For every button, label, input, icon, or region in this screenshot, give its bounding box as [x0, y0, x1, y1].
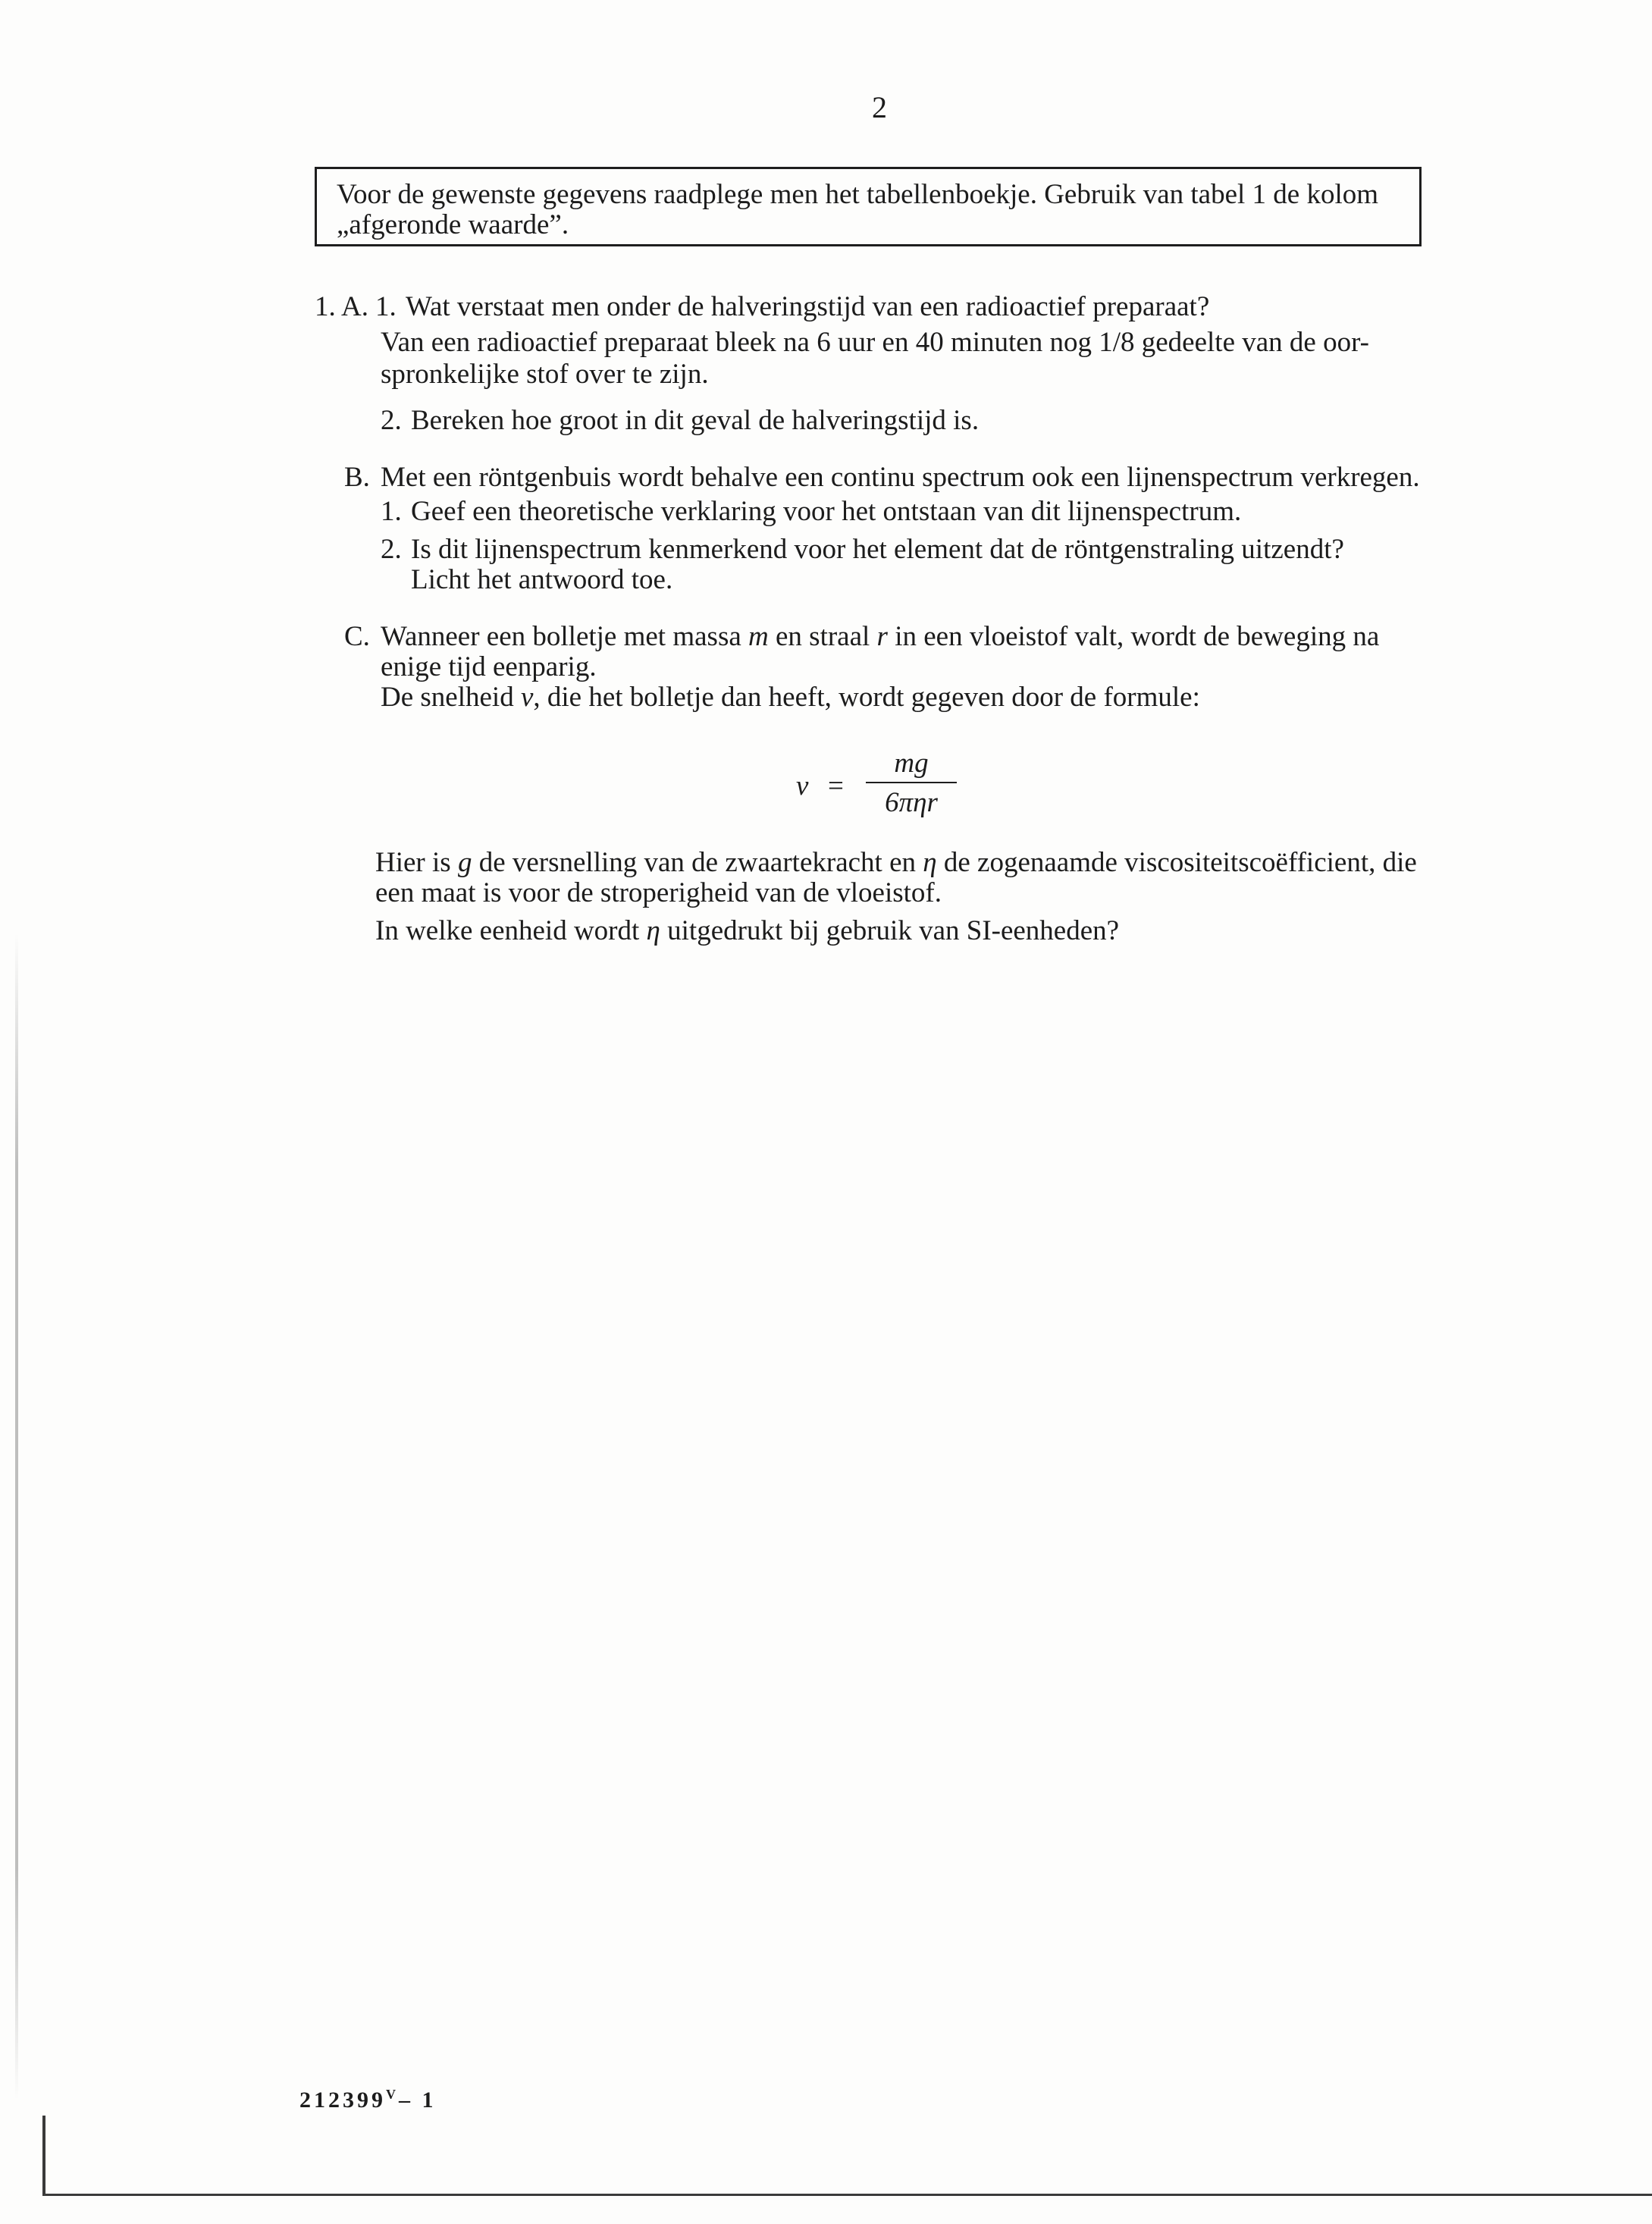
- scan-edge-bottom: [45, 2194, 1652, 2196]
- variable-eta: η: [923, 847, 937, 878]
- question-1a2-text: Bereken hoe groot in dit geval de halveringstijd is.: [411, 405, 980, 436]
- context-line: spronkelijke stof over te zijn.: [381, 359, 709, 390]
- question-number: 1.: [315, 291, 336, 322]
- question-1c-line: [344, 621, 1380, 652]
- part-b-label: B.: [344, 462, 370, 493]
- scan-edge-left: [15, 933, 18, 2100]
- item-number: 2.: [381, 534, 402, 565]
- variable-g: g: [457, 847, 472, 878]
- formula-numerator: mg: [894, 748, 929, 779]
- question-1c-question: In welke eenheid wordt η uitgedrukt bij gebruik van SI-eenheden?: [375, 915, 1120, 946]
- question-1a2-line: [381, 405, 980, 436]
- context-line: Van een radioactief preparaat bleek na 6 uur en 40 minuten nog 1/8 gedeelte van de oor-: [381, 327, 1369, 358]
- part-c-label: C.: [344, 621, 370, 652]
- scan-corner: [42, 2116, 45, 2196]
- page-number: 2: [872, 90, 887, 124]
- question-1b1-line: [381, 496, 1242, 527]
- notice-text: Voor de gewenste gegevens raadplege men het tabellenboekje. Gebruik van tabel 1 de kolom „afgeronde waarde”.: [337, 179, 1379, 240]
- variable-v: v: [520, 682, 534, 713]
- notice-box: [315, 167, 1422, 246]
- variable-m: m: [748, 621, 769, 652]
- question-1a1-text: Wat verstaat men onder de halveringstijd van een radioactief preparaat?: [406, 291, 1210, 322]
- item-number: 1.: [381, 496, 402, 527]
- question-1b2-line: [381, 534, 1344, 565]
- question-1c-line3: De snelheid v, die het bolletje dan heeft, wordt gegeven door de formule:: [381, 682, 1200, 713]
- footer-code: $212399^V-$ 1: [299, 2087, 437, 2113]
- variable-eta: η: [646, 915, 660, 946]
- item-number: 1.: [375, 291, 397, 322]
- formula-equals: =: [828, 770, 844, 801]
- question-1c-after1: Hier is g de versnelling van de zwaartekracht en η de zogenaamde viscositeitscoëfficient, die: [375, 847, 1417, 878]
- question-1a-line: [315, 291, 1210, 322]
- question-1b-intro: Met een röntgenbuis wordt behalve een continu spectrum ook een lijnenspectrum verkregen.: [381, 462, 1420, 493]
- question-1b1-text: Geef een theoretische verklaring voor het ontstaan van dit lijnenspectrum.: [411, 496, 1242, 527]
- item-number: 2.: [381, 405, 402, 436]
- question-1b-line: [344, 462, 1420, 493]
- formula-lhs: v: [796, 770, 809, 801]
- question-1b2-text: Is dit lijnenspectrum kenmerkend voor het element dat de röntgenstraling uitzendt?: [411, 534, 1344, 565]
- variable-r: r: [876, 621, 888, 652]
- question-1c-text: Wanneer een bolletje met massa m en straal r in een vloeistof valt, wordt de beweging na: [381, 621, 1380, 652]
- question-1c-line2: enige tijd eenparig.: [381, 651, 597, 682]
- fraction-bar: [866, 782, 957, 783]
- question-1c-after2: een maat is voor de stroperigheid van de vloeistof.: [375, 877, 942, 908]
- formula-denominator: 6πηr: [885, 787, 938, 818]
- part-a-label: A.: [341, 291, 368, 322]
- question-1b2-continuation: Licht het antwoord toe.: [411, 564, 673, 595]
